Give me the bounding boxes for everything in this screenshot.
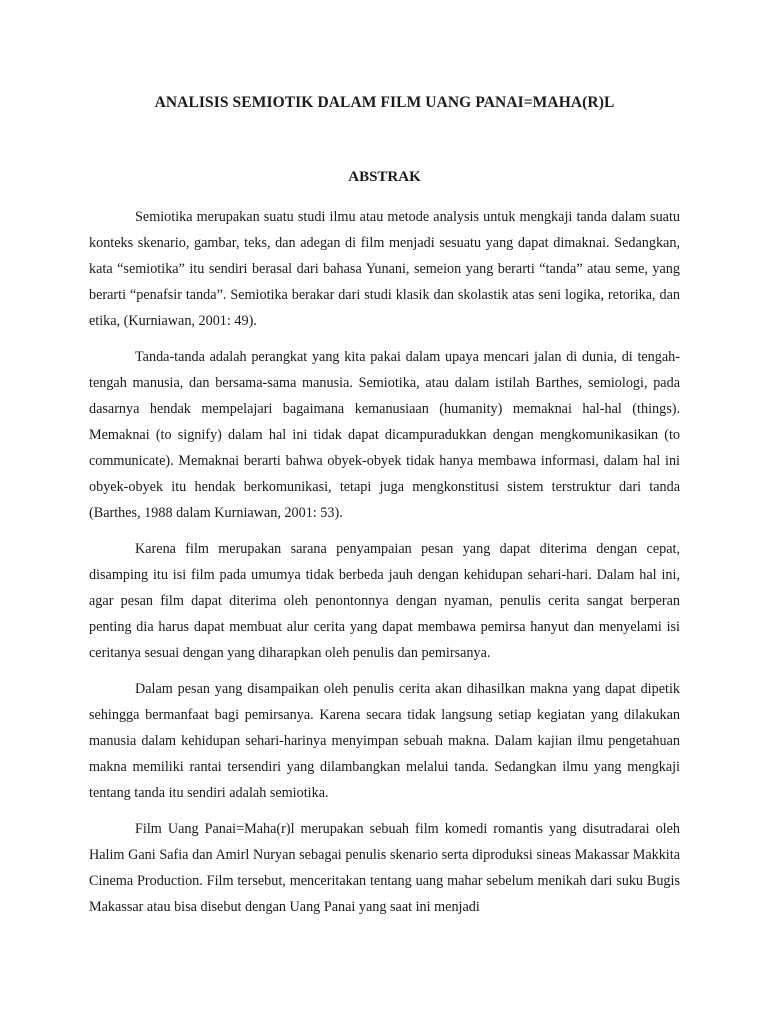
paragraph: Film Uang Panai=Maha(r)l merupakan sebuah film komedi romantis yang disutradarai oleh Halim Gani Safia dan Amirl Nuryan sebagai penulis skenario serta diproduksi sineas Makassar Makkita Cinema Production. Film tersebut, menceritakan tentang uang mahar sebelum menikah dari suku Bugis Makassar atau bisa disebut dengan Uang Panai yang saat ini menjadi bbox=[89, 821, 680, 915]
paragraph: Dalam pesan yang disampaikan oleh penulis cerita akan dihasilkan makna yang dapat dipetik sehingga bermanfaat bagi pemirsanya. Karena secara tidak langsung setiap kegiatan yang dilakukan manusia dalam kehidupan sehari-harinya menyimpan sebuah makna. Dalam kajian ilmu pengetahuan makna memiliki rantai tersendiri yang dilambangkan melalui tanda. Sedangkan ilmu yang mengkaji tentang tanda itu sendiri adalah semiotika. bbox=[89, 681, 680, 801]
paragraph: Tanda-tanda adalah perangkat yang kita pakai dalam upaya mencari jalan di dunia, di tengah-tengah manusia, dan bersama-sama manusia. Semiotika, atau dalam istilah Barthes, semiologi, pada dasarnya hendak mempelajari bagaimana kemanusiaan (humanity) memaknai hal-hal (things). Memaknai (to signify) dalam hal ini tidak dapat dicampuradukkan dengan mengkomunikasikan (to communicate). Memaknai berarti bahwa obyek-obyek tidak hanya membawa informasi, dalam hal ini obyek-obyek itu hendak berkomunikasi, tetapi juga mengkonstitusi sistem terstruktur dari tanda (Barthes, 1988 dalam Kurniawan, 2001: 53). bbox=[89, 349, 680, 521]
paragraph: Semiotika merupakan suatu studi ilmu atau metode analysis untuk mengkaji tanda dalam suatu konteks skenario, gambar, teks, dan adegan di film menjadi sesuatu yang dapat dimaknai. Sedangkan, kata “semiotika” itu sendiri berasal dari bahasa Yunani, semeion yang berarti “tanda” atau seme, yang berarti “penafsir tanda”. Semiotika berakar dari studi klasik dan skolastik atas seni logika, retorika, dan etika, (Kurniawan, 2001: 49). bbox=[89, 209, 680, 329]
abstract-heading: ABSTRAK bbox=[348, 169, 421, 185]
document-title: ANALISIS SEMIOTIK DALAM FILM UANG PANAI=MAHA(R)L bbox=[154, 94, 615, 111]
paragraph: Karena film merupakan sarana penyampaian pesan yang dapat diterima dengan cepat, disamping itu isi film pada umumya tidak berbeda jauh dengan kehidupan sehari-hari. Dalam hal ini, agar pesan film dapat diterima oleh penontonnya dengan nyaman, penulis cerita sangat berperan penting dia harus dapat membuat alur cerita yang dapat membawa pemirsa hanyut dan menyelami isi ceritanya sesuai dengan yang diharapkan oleh penulis dan pemirsanya. bbox=[89, 541, 680, 661]
